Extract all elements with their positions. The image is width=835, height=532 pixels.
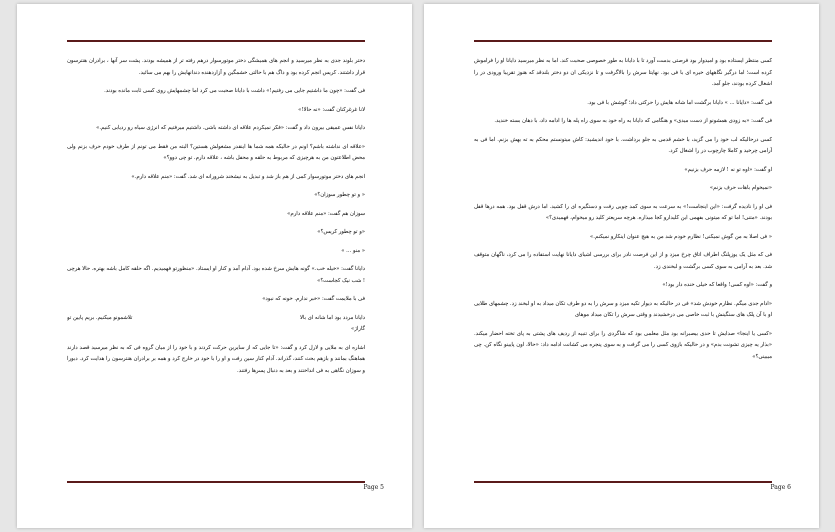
split-line [67,313,365,325]
paragraph: گاراژ» [351,326,365,332]
paragraph: «نمیخوام باهات حرف بزنم» [709,185,772,191]
split-line-right: دایانا مردد بود اما شانه ای بالا [299,314,365,321]
header-rule [474,40,772,42]
paragraph: «و تو چطور کریس؟» [317,229,365,235]
page-number: Page 6 [770,484,791,491]
footer-rule [474,481,772,483]
paragraph: اشاره ای به ملایی و لارل کرد و گفت: «تا جایی که از سایرین حرکت کردند و با خود را از میان گروه فی که به نظر میرسید قصد دارند هماهنگ بمانند و بازهم بحث کنند، گذراند. آدام کنار سین رفت و او را با خود در خارج کرد و همه بر برادران هنترسون را هدایت کرد. دبورا و سوزان نگاهی به فی انداختند و بعد به دنبال پسرها رفتند. [67,344,365,374]
page-text [474,56,772,474]
page-6 [424,4,819,528]
paragraph: او گفت: «اوه تو نه ! لازمه حرف بزنیم» [684,166,772,173]
paragraph: لانا غرغرکنان گفت: «نه حالا!» [298,106,365,113]
split-line-left: تلاشمونو میکنیم. بریم پایین تو [67,314,133,321]
paragraph: فی او را نادیده گرفت: «این اینجاست!» به سرعت به سوی کمد چوبی رفت و دستگیره ای را کشید. اما درش قفل بود. همه درها قفل بودند. «متنی! اما تو که میتونی بفهمی این کلیدارو کجا میذاره. هرچه سریعتر کلید رو میخوام، فهمیدی؟» [474,203,772,221]
paragraph: «ادام جدی میگم. نظارم خودش شد» فی در حالیکه به دیوار تکیه میزد و سرش را به دو طرف تکان میداد به او لبخند زد. چشمهای طلایی او با آن پلک های سنگینش با ثبت خاصی می درخشیدند و وقتی سرش را تکان میداد موهای [474,300,772,318]
paragraph: فی که مثل یک یوزپلنگ اطراف اتاق چرخ میزد و از این فرصت نادر برای بررسی اشیای دایانا نهایت استفاده را می کرد، ناگهان متوقف شد. بعد به آرامی به سوی کسی برگشت و لبخندی زد. [474,252,772,270]
paragraph: فی با ملایمت گفت: «خبر ندارم. خونه که نبود» [262,296,365,302]
page-number: Page 5 [363,484,384,491]
paragraph: دایانا گفت: «خیله خب.» گونه هایش سرخ شده بود. آدام آمد و کنار او ایستاد. «منظورتو فهمیدیم. اگه حلقه کامل باشه بهتره. حالا هرچی ! شب نیک کجاست؟» [67,266,365,284]
paragraph: کسی منتظر ایستاده بود و امیدوار بود فرصتی بدست آورد تا با دایانا به طور خصوصی صحبت کند. اما به نظر میرسید دایانا او را فراموش کرده است؛ اما درگیر نگاههای خیره ای با فی بود. نهایتا سرش را بالاگرفت و تا نزدیکی ان دو دختر بلندقد که هنوز تقریبا ورودی در را اشغال کرده بودند، جلو آمد. [474,58,772,87]
paragraph: کسی درحالیکه لب خود را می گزید، با خشم قدمی به جلو برداشت. با خود اندیشید: کاش میتونستم محکم به ته بهش بزنم. اما فی به آرامی چرخید و کاملا چارچوب در را اشغال کرد. [474,136,772,154]
paragraph: فی گفت: «دایانا ... » دایانا برگشت اما شانه هایش را حرکتی داد؛ گوشش با فی بود. [587,99,772,106]
paragraph: «کسی یا اینجا» صدایش تا حدی بیصبرانه بود مثل معلمی بود که شاگردی را برای تنبیه از ردیف های پشتی به پای تخته احضار میکند. «بذار یه چیزی تشونت بدم» و در حالیکه بازوی کسی را می گرفت و به سوی پنجره می کشانت ادامه داد: «حالا، اون پایینو نگاه کن. چی میبینی؟» [474,330,772,360]
paragraph: «علاقه ای نداشته باشم؟ اونم در حالیکه همه شما ها اینقدر مشغولش هستین؟ البته من فقط می تونم از طرف خودم حرف بزنم ولی محض اطلاعتون من به هرچیزی که مربوط به حلقه و محفل باشه ، علاقه دارم. تو چی دوو؟» [67,143,365,161]
paragraph: « فی اصلا به من گوش نمیکنی! نظارم خودم شد من به هیچ عنوان اینکارو نمیکنم.» [590,233,772,240]
paragraph: « منو ... » [341,247,365,254]
paragraph: و گفت: «اوه کسی! واقعا که خیلی خنده دار بود!» [662,282,772,288]
paragraph: دختر بلوند جدی به نظر میرسید و انجم های همیشگی دختر موتورسوار درهم رفته تر از همیشه بودند. پشت سر آنها ، برادران هنترسون قرار داشتند. کریس انجم کرده بود و داگ هم با حالتی خشمگین و آزاردهنده دندانهایش را بهم می سائید. [67,58,365,76]
page-text [67,56,365,474]
paragraph: فی گفت: «به زودی همشونو از دست میدی» و هنگامی که دایانا به راه خود به سوی راه پله ها را ادامه داد، با دهان بسته خندید. [494,118,772,124]
paragraph: سوزان هم گفت: «منم علاقه دارم» [287,210,365,217]
paragraph: فی گفت: «چون ما داشتیم جایی می رفتیم!» داشت با دایانا صحبت می کرد اما چشمهایش روی کسی ثابت مانده بودند. [104,88,365,94]
paragraph: انجم های دختر موتورسوار کمی از هم باز شد و تبدیل به نیشخند شرورانه ای شد. گفت: «منم علاقه دارم.» [131,173,365,180]
header-rule [67,40,365,42]
page-5 [17,4,412,528]
paragraph: دایانا نفس عمیقی بیرون داد و گفت: «فکر نمیکردم علاقه ای داشته باشی. داشتیم میرفتیم که انرژی سیاه رو ردیابی کنیم.» [96,125,365,131]
paragraph: « و تو چطور سوزان؟» [314,192,365,198]
footer-rule [67,481,365,483]
